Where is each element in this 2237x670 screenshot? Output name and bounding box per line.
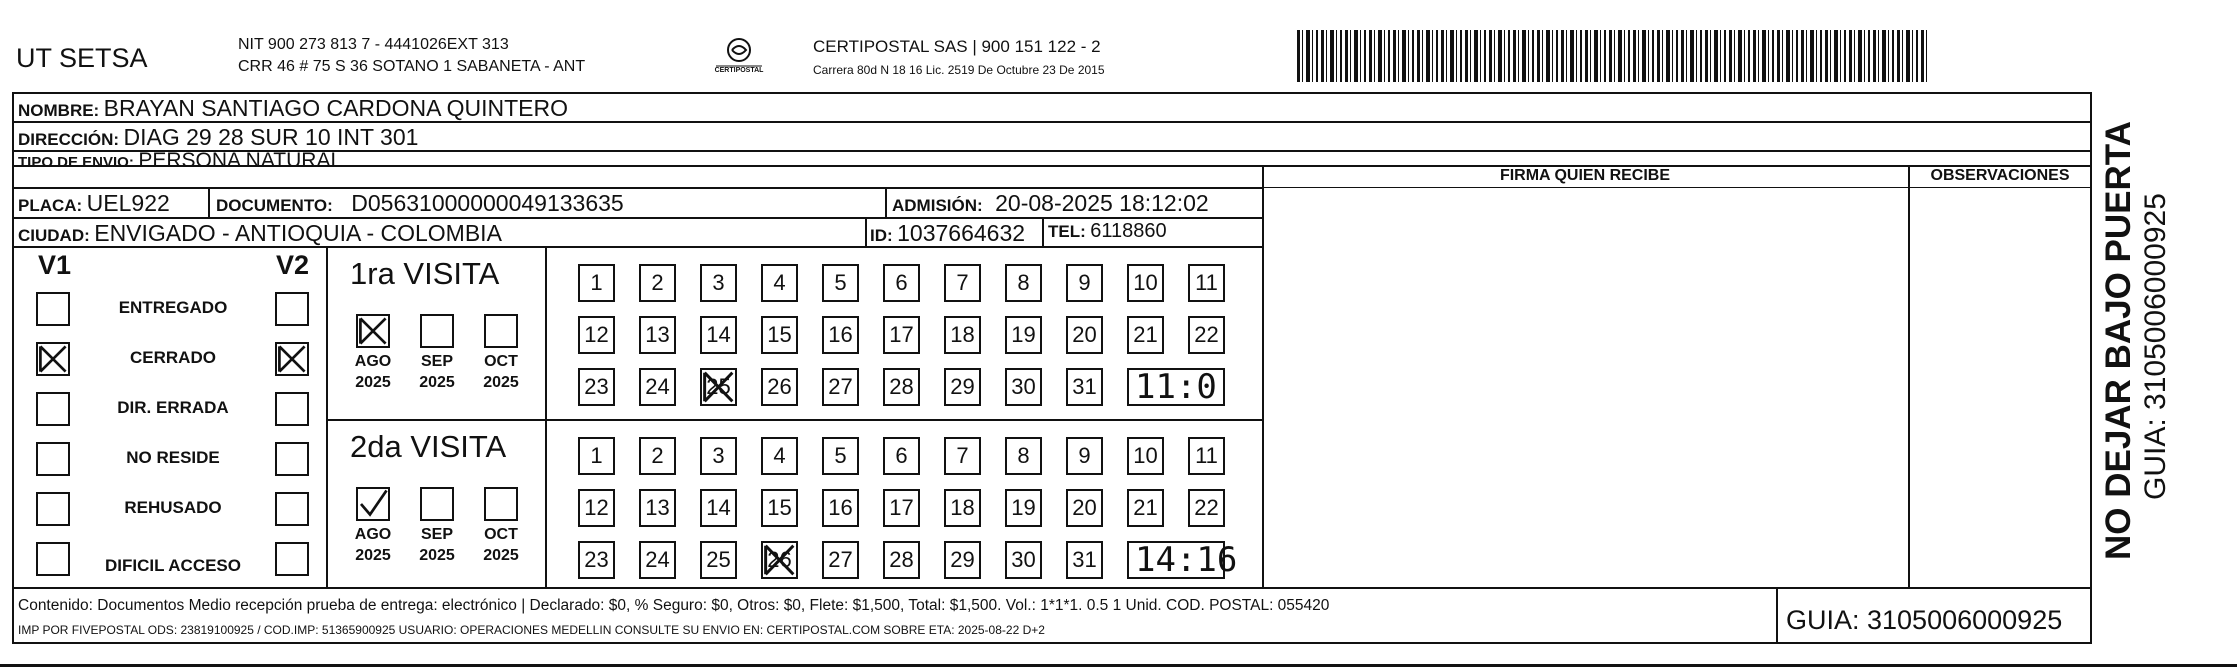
day-box[interactable] [639,541,676,579]
v1-checkbox[interactable] [36,542,70,576]
status-label: DIFICIL ACCESO [104,556,241,575]
day-box[interactable] [1188,264,1225,302]
day-number: 19 [1011,322,1036,347]
day-box[interactable] [1127,489,1164,527]
day-number: 28 [889,374,914,399]
day-box[interactable] [578,437,615,475]
month-checkbox[interactable] [484,314,518,348]
year-label: 2025 [483,374,519,391]
day-box[interactable] [1066,489,1103,527]
day-number: 8 [1017,270,1030,295]
day-number: 5 [834,270,847,295]
day-number: 11 [1195,443,1218,468]
day-number: 4 [773,443,786,468]
logo-text: CERTIPOSTAL [714,67,764,74]
status-label: NO RESIDE [126,448,220,467]
day-box[interactable] [761,264,798,302]
visit-title: 1ra VISITA [350,256,500,291]
day-box[interactable] [639,316,676,354]
day-box[interactable] [1188,489,1225,527]
city-row [18,220,502,247]
day-number: 29 [950,374,975,399]
day-number: 25 [706,374,731,399]
id-value: 1037664632 [897,220,1026,246]
year-label: 2025 [419,547,455,564]
status-label: CERRADO [130,348,216,367]
plate-row [18,190,170,217]
admission-label: ADMISIÓN: [892,196,983,215]
company-address: CRR 46 # 75 S 36 SOTANO 1 SABANETA - ANT [238,58,586,75]
day-number: 15 [767,495,792,520]
day-number: 23 [584,547,609,572]
day-number: 4 [773,270,786,295]
day-box[interactable] [761,437,798,475]
tel-row [1048,220,1167,243]
day-number: 26 [767,374,792,399]
recipient-name: BRAYAN SANTIAGO CARDONA QUINTERO [103,95,568,121]
status-label: ENTREGADO [118,298,228,317]
day-number: 5 [834,443,847,468]
company-name: UT SETSA [16,43,148,73]
day-box[interactable] [1066,316,1103,354]
day-box[interactable] [1188,316,1225,354]
day-number: 17 [889,322,914,347]
certipostal-logo [712,36,766,84]
day-number: 12 [584,322,609,347]
day-number: 25 [706,547,731,572]
day-number: 31 [1072,547,1097,572]
day-number: 27 [828,374,853,399]
recipient-address: DIAG 29 28 SUR 10 INT 301 [123,124,419,150]
day-number: 29 [950,547,975,572]
day-box[interactable] [700,264,737,302]
day-number: 30 [1011,547,1036,572]
day-box[interactable] [639,368,676,406]
day-box[interactable] [822,541,859,579]
v2-checkbox[interactable] [275,342,309,376]
day-number: 24 [645,374,670,399]
day-number: 26 [767,547,792,572]
day-number: 15 [767,322,792,347]
day-number: 10 [1133,270,1158,295]
v2-checkbox[interactable] [275,292,309,326]
side-text [2099,80,2179,560]
day-number: 18 [950,495,975,520]
check-mark-icon [358,489,388,519]
address-row [18,124,418,151]
month-label: SEP [420,353,453,370]
day-box[interactable] [883,264,920,302]
day-box[interactable] [761,316,798,354]
time-box[interactable] [1127,368,1225,406]
month-label: OCT [484,353,518,370]
city-label: CIUDAD: [18,226,90,245]
day-number: 6 [895,443,908,468]
tel-label: TEL: [1048,222,1086,241]
day-box[interactable] [578,541,615,579]
status-label: DIR. ERRADA [117,398,229,417]
time-value: 14:16 [1135,540,1238,580]
id-label: ID: [870,226,893,245]
day-box[interactable] [883,437,920,475]
day-box[interactable] [944,541,981,579]
day-number: 7 [956,270,969,295]
day-box[interactable] [639,437,676,475]
status-label: REHUSADO [124,498,222,517]
day-box[interactable] [1005,264,1042,302]
day-box[interactable] [822,316,859,354]
type-label: TIPO DE ENVIO: [18,154,134,171]
month-checkbox[interactable] [420,487,454,521]
day-box[interactable] [1066,368,1103,406]
v2-checkbox[interactable] [275,442,309,476]
day-number: 28 [889,547,914,572]
year-label: 2025 [419,374,455,391]
day-box[interactable] [883,368,920,406]
x-mark-icon [358,316,388,346]
day-box[interactable] [1066,437,1103,475]
x-mark-icon [38,344,68,374]
time-box[interactable] [1127,540,1238,580]
day-number: 31 [1072,374,1097,399]
observaciones-label: OBSERVACIONES [1930,167,2070,184]
day-box[interactable] [944,316,981,354]
day-box[interactable] [639,489,676,527]
side-guia: GUIA: 3105006000925 [2139,193,2172,500]
day-box[interactable] [944,264,981,302]
v2-checkbox[interactable] [275,542,309,576]
day-box[interactable] [578,489,615,527]
day-number: 13 [645,322,670,347]
carrier-line: CERTIPOSTAL SAS | 900 151 122 - 2 [813,37,1101,56]
year-label: 2025 [355,547,391,564]
type-row [18,149,343,172]
day-number: 22 [1194,322,1219,347]
day-box[interactable] [1005,316,1042,354]
day-number: 7 [956,443,969,468]
day-number: 20 [1072,322,1097,347]
v2-checkbox[interactable] [275,392,309,426]
day-number: 1 [590,270,603,295]
day-box[interactable] [1127,316,1164,354]
month-checkbox[interactable] [356,487,390,521]
id-row [870,220,1025,247]
month-checkbox[interactable] [356,314,390,348]
day-box[interactable] [883,316,920,354]
x-mark-icon [763,543,796,577]
v1-checkbox[interactable] [36,392,70,426]
footer-print-info: IMP POR FIVEPOSTAL ODS: 23819100925 / COD.IMP: 51365900925 USUARIO: OPERACIONES MEDELLIN CONSULTE SU ENVIO EN: CERTIPOSTAL.COM SOBRE ETA: 2025-08-22 D+2 [18,623,1045,637]
v2-checkbox[interactable] [275,492,309,526]
month-checkbox[interactable] [484,487,518,521]
day-number: 6 [895,270,908,295]
footer-guia: GUIA: 3105006000925 [1786,605,2063,635]
day-box[interactable] [1188,437,1225,475]
license-line: Carrera 80d N 18 16 Lic. 2519 De Octubre 23 De 2015 [813,63,1105,77]
v1-checkbox[interactable] [36,492,70,526]
tel-value: 6118860 [1090,220,1167,242]
visit-title: 2da VISITA [350,429,507,464]
day-box[interactable] [761,368,798,406]
day-number: 2 [651,443,664,468]
day-number: 30 [1011,374,1036,399]
day-number: 9 [1078,443,1091,468]
day-number: 11 [1195,270,1218,295]
day-box[interactable] [1005,437,1042,475]
day-number: 2 [651,270,664,295]
month-checkbox[interactable] [420,314,454,348]
barcode [1297,30,1929,82]
document-value: D05631000000049133635 [351,190,624,216]
name-row [18,95,568,122]
day-number: 3 [712,270,725,295]
name-label: NOMBRE: [18,101,100,120]
day-box[interactable] [883,541,920,579]
v1-checkbox[interactable] [36,442,70,476]
day-box[interactable] [1066,264,1103,302]
day-box[interactable] [761,489,798,527]
firma-label: FIRMA QUIEN RECIBE [1499,167,1671,184]
day-box[interactable] [822,264,859,302]
day-number: 14 [706,322,731,347]
day-box[interactable] [1127,437,1164,475]
day-number: 10 [1133,443,1158,468]
day-box[interactable] [578,264,615,302]
day-box[interactable] [1066,541,1103,579]
day-box[interactable] [1005,368,1042,406]
time-value: 11:0 [1135,367,1217,407]
month-label: OCT [484,526,518,543]
day-number: 12 [584,495,609,520]
day-number: 21 [1133,495,1158,520]
address-label: DIRECCIÓN: [18,130,120,149]
day-number: 16 [828,322,853,347]
day-number: 13 [645,495,670,520]
day-box[interactable] [1005,489,1042,527]
day-box[interactable] [944,489,981,527]
day-number: 23 [584,374,609,399]
v1-label: V1 [38,250,72,280]
v1-checkbox[interactable] [36,342,70,376]
day-number: 16 [828,495,853,520]
day-number: 20 [1072,495,1097,520]
day-box[interactable] [944,437,981,475]
day-number: 3 [712,443,725,468]
day-number: 17 [889,495,914,520]
day-number: 21 [1133,322,1158,347]
day-number: 24 [645,547,670,572]
day-number: 27 [828,547,853,572]
day-box[interactable] [822,489,859,527]
day-box[interactable] [944,368,981,406]
day-box[interactable] [822,368,859,406]
day-box[interactable] [578,316,615,354]
v2-label: V2 [276,250,310,280]
day-number: 1 [590,443,603,468]
admission-value: 20-08-2025 18:12:02 [995,190,1209,216]
month-label: AGO [354,353,392,370]
day-box[interactable] [639,264,676,302]
day-number: 8 [1017,443,1030,468]
day-box[interactable] [822,437,859,475]
day-box[interactable] [1127,264,1164,302]
day-box[interactable] [883,489,920,527]
x-mark-icon [702,370,735,404]
day-box[interactable] [700,316,737,354]
day-number: 14 [706,495,731,520]
day-box[interactable] [700,437,737,475]
year-label: 2025 [483,547,519,564]
day-box[interactable] [578,368,615,406]
month-label: SEP [420,526,453,543]
nit-line: NIT 900 273 813 7 - 4441026EXT 313 [238,36,509,53]
month-label: AGO [354,526,392,543]
day-number: 19 [1011,495,1036,520]
day-number: 22 [1194,495,1219,520]
day-box[interactable] [761,541,798,579]
document-row [216,190,624,217]
day-number: 18 [950,322,975,347]
plate-label: PLACA: [18,196,83,215]
year-label: 2025 [355,374,391,391]
footer-contents: Contenido: Documentos Medio recepción prueba de entrega: electrónico | Declarado: $0, % Seguro: $0, Otros: $0, Flete: $1,500, Total: $1,500. Vol.: 1*1*1. 0.5 1 Unid. COD. POSTAL: 055420 [18,597,1330,614]
v1-checkbox[interactable] [36,292,70,326]
day-box[interactable] [700,541,737,579]
day-number: 9 [1078,270,1091,295]
day-box[interactable] [1005,541,1042,579]
admission-row [892,190,1209,217]
day-box[interactable] [700,368,737,406]
x-mark-icon [277,344,307,374]
day-box[interactable] [700,489,737,527]
no-dejar-bajo-puerta: NO DEJAR BAJO PUERTA [2099,121,2138,560]
city-value: ENVIGADO - ANTIOQUIA - COLOMBIA [94,220,502,246]
document-label: DOCUMENTO: [216,196,333,215]
plate-value: UEL922 [86,190,170,216]
shipping-type: PERSONA NATURAL [138,149,343,172]
